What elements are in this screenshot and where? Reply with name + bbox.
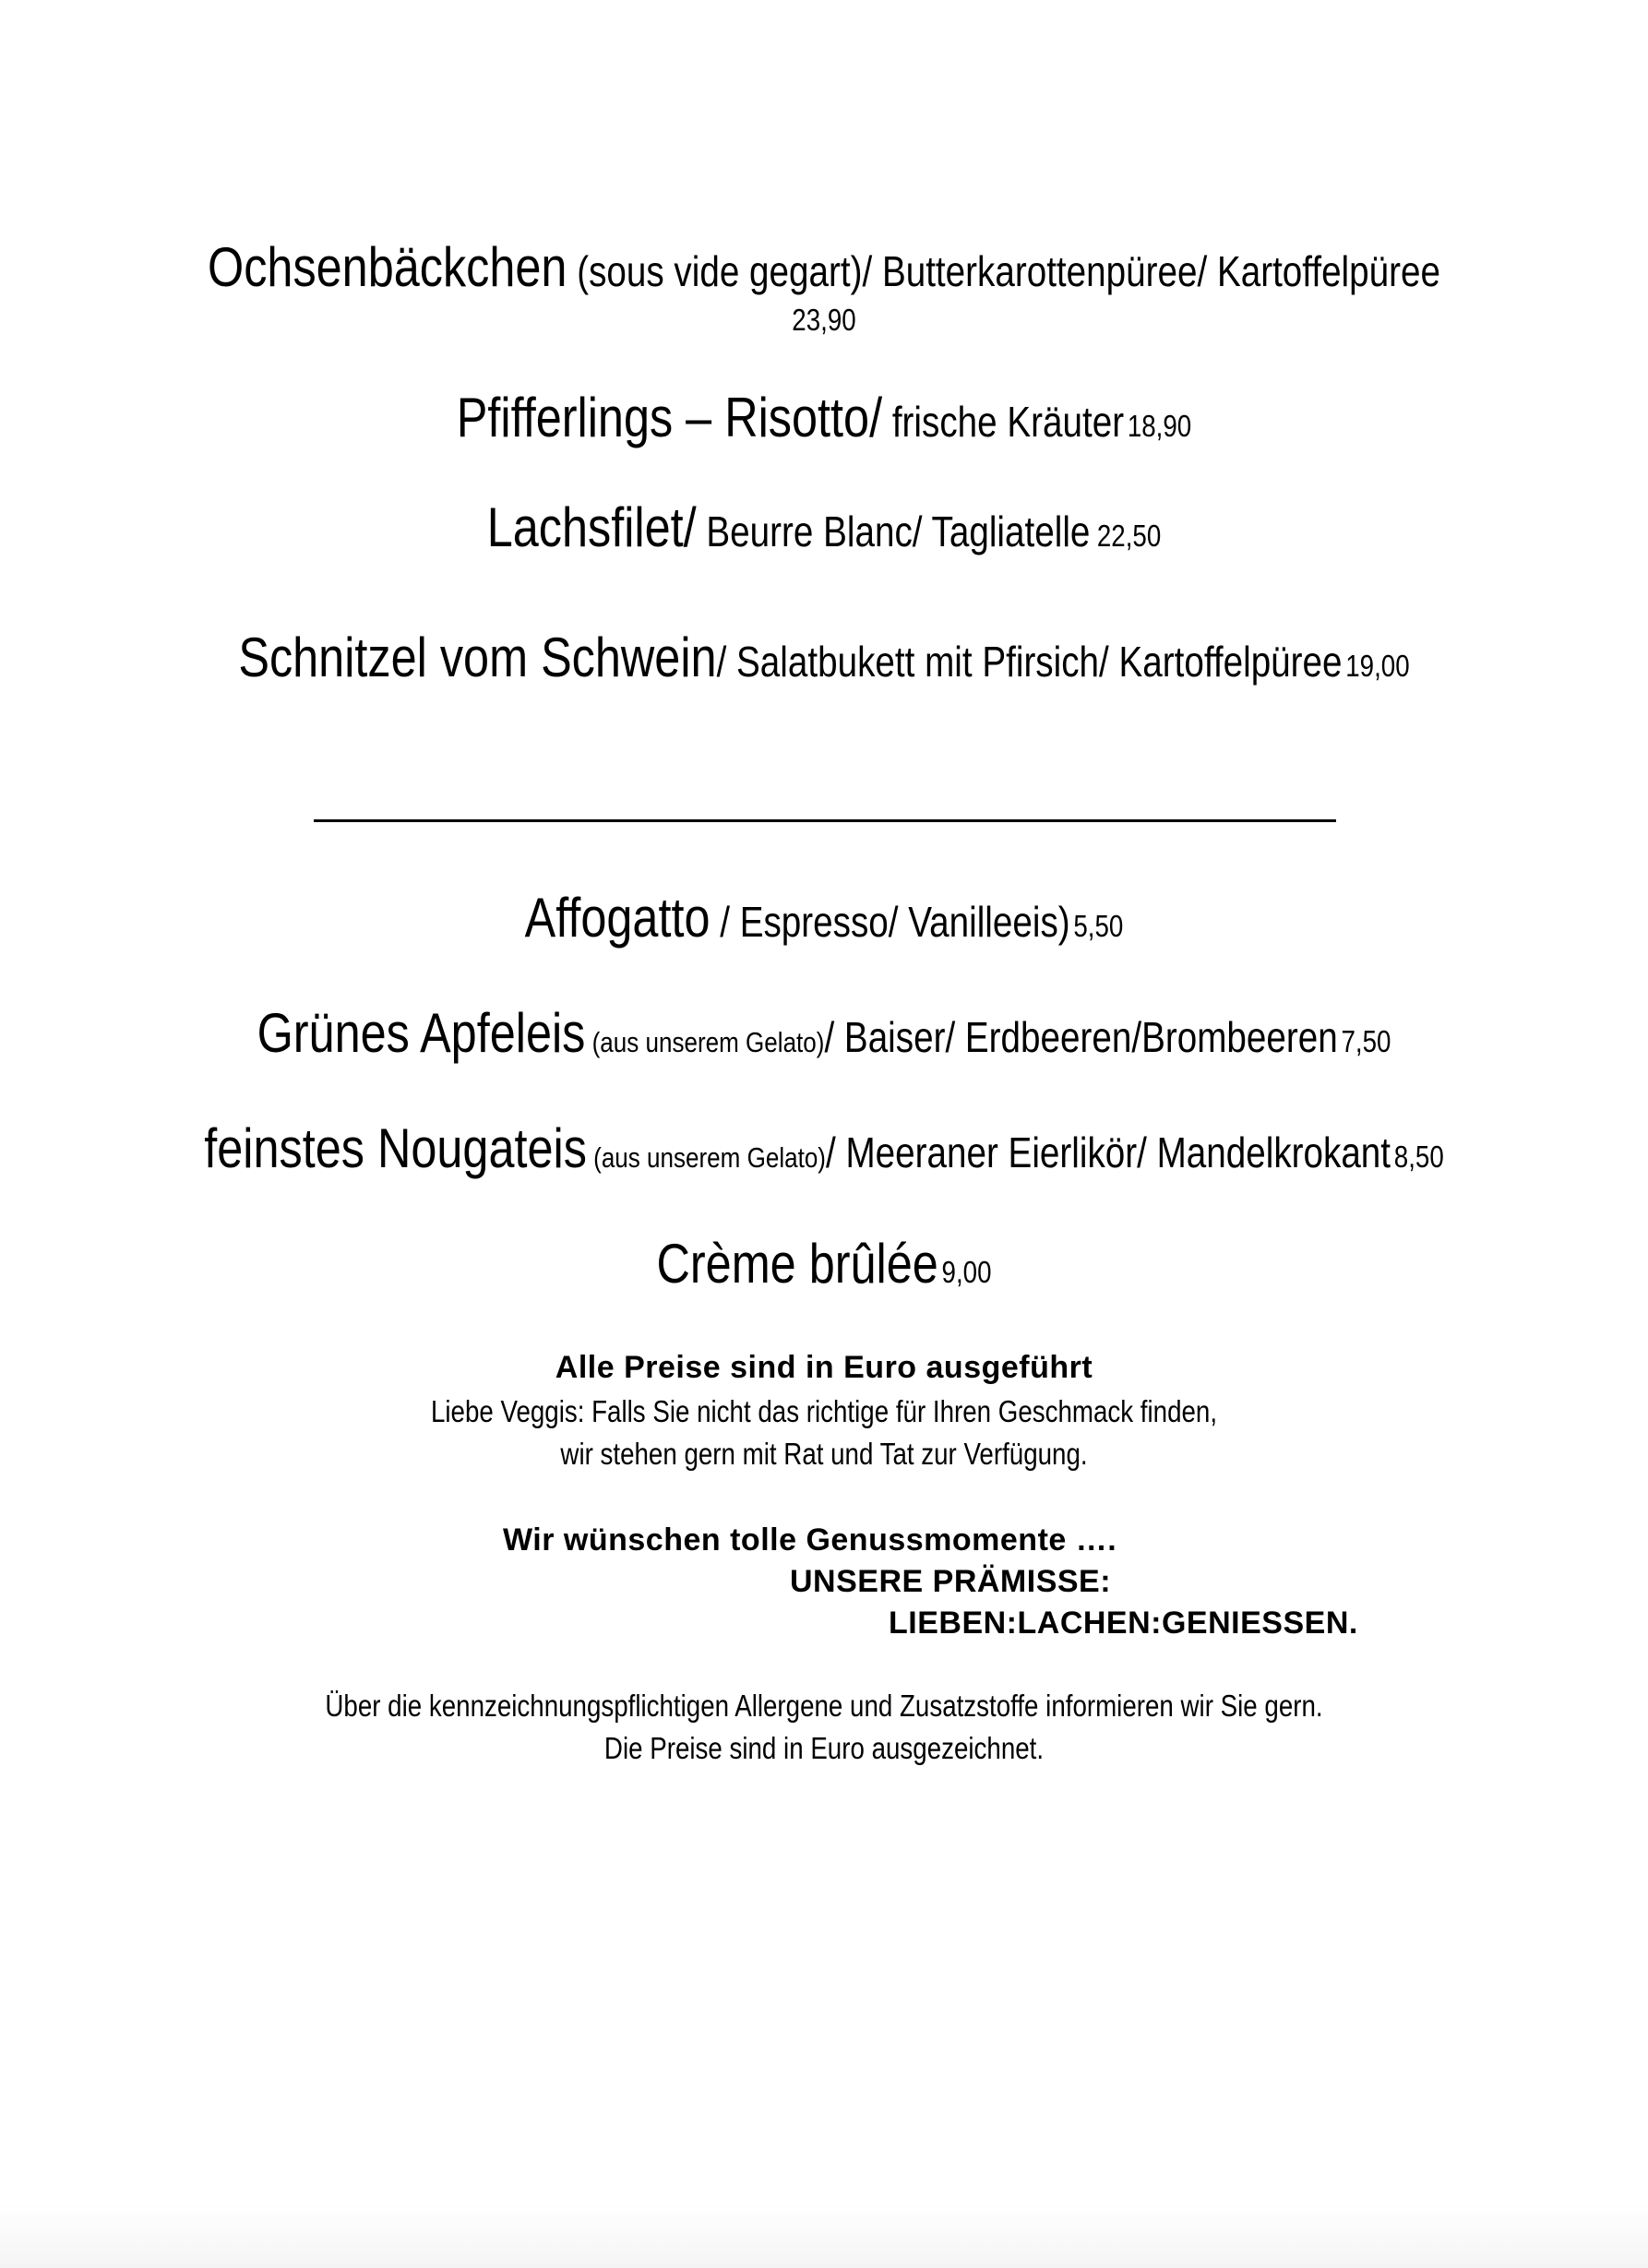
dish-details: frische Kräuter [882, 398, 1125, 446]
dessert-price: 7,50 [1341, 1024, 1391, 1058]
dessert-details: / Espresso/ Vanilleeis) [710, 898, 1070, 946]
dish-name: Schnitzel vom Schwein [238, 627, 717, 688]
section-divider [314, 819, 1336, 822]
dish-price: 22,50 [1096, 519, 1162, 553]
dish-details: Beurre Blanc/ Tagliatelle [696, 507, 1091, 555]
menu-item-ochsenbaeckchen [132, 235, 1516, 299]
wish-text: Wir wünschen tolle Genussmomente …. [503, 1522, 1117, 1558]
dish-price: 19,00 [1345, 649, 1410, 683]
dish-details: (sous vide gegart)/ Butterkarottenpüree/ Kartoffelpüree [567, 247, 1440, 295]
menu-item-nougateis [132, 1116, 1516, 1180]
premise-label: UNSERE PRÄMISSE: [790, 1564, 1112, 1599]
allergen-note-line-2: Die Preise sind in Euro ausgezeichnet. [603, 1731, 1045, 1765]
dessert-name: Crème brûlée [656, 1233, 938, 1295]
dish-name: Pfifferlings – Risotto/ [456, 387, 883, 448]
dish-name: Ochsenbäckchen [208, 236, 567, 298]
menu-item-affogatto [132, 886, 1516, 949]
dish-price: 18,90 [1127, 409, 1192, 443]
dessert-price: 5,50 [1073, 909, 1124, 943]
dessert-price: 8,50 [1393, 1140, 1444, 1174]
dessert-details: / Meeraner Eierlikör/ Mandelkrokant [825, 1128, 1391, 1176]
veggie-note-line-2: wir stehen gern mit Rat und Tat zur Verfügung. [560, 1437, 1088, 1471]
menu-item-lachsfilet [132, 495, 1516, 559]
dessert-name: Affogatto [524, 887, 711, 949]
menu-item-gruenes-apfeleis [132, 1001, 1516, 1065]
dessert-note: (aus unserem Gelato) [585, 1026, 825, 1058]
allergen-note-line-1: Über die kennzeichnungspflichtigen Allergene und Zusatzstoffe informieren wir Sie gern. [325, 1689, 1323, 1723]
dessert-note: (aus unserem Gelato) [586, 1141, 826, 1174]
dessert-details: / Baiser/ Erdbeeren/Brombeeren [824, 1013, 1338, 1061]
dish-price: 23,90 [792, 303, 856, 337]
dish-details: / Salatbukett mit Pfirsich/ Kartoffelpüree [716, 638, 1343, 686]
premise-text: LIEBEN:LACHEN:GENIESSEN. [889, 1606, 1358, 1641]
menu-item-creme-brulee [132, 1232, 1516, 1295]
dessert-price: 9,00 [941, 1255, 992, 1289]
menu-item-ochsenbaeckchen-price-row [132, 303, 1516, 338]
menu-item-schnitzel [132, 626, 1516, 689]
veggie-note-line-1: Liebe Veggis: Falls Sie nicht das richtige für Ihren Geschmack finden, [430, 1394, 1218, 1428]
menu-item-pfifferlings-risotto [132, 386, 1516, 449]
dish-name: Lachsfilet/ [486, 496, 697, 558]
dessert-name: Grünes Apfeleis [257, 1002, 586, 1064]
dessert-name: feinstes Nougateis [204, 1117, 587, 1179]
page-bottom-shade [0, 2203, 1648, 2268]
prices-heading: Alle Preise sind in Euro ausgeführt [555, 1350, 1093, 1385]
